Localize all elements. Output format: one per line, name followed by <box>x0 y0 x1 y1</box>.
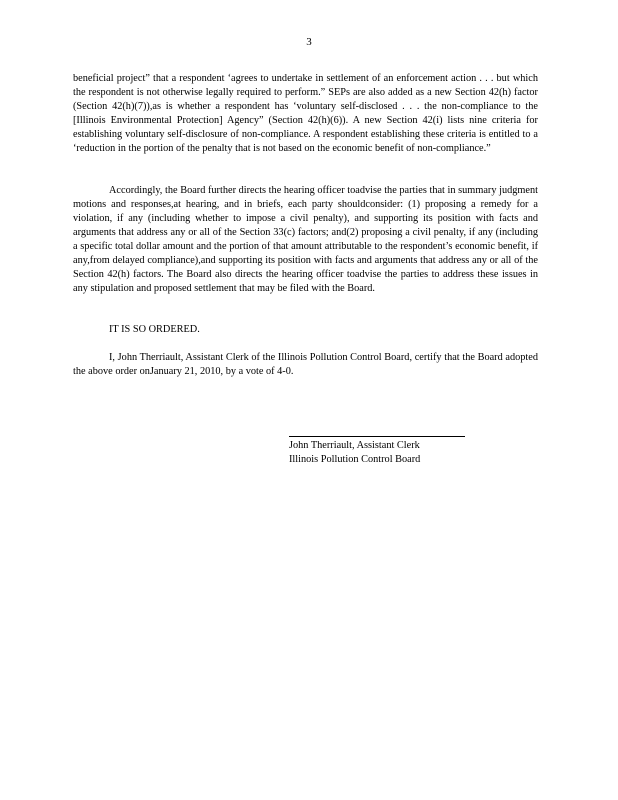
order-statement: IT IS SO ORDERED. <box>109 324 200 335</box>
signature-organization: Illinois Pollution Control Board <box>289 454 421 465</box>
paragraph-hearing-directions: Accordingly, the Board further directs the hearing officer toadvise the parties that in summary judgment motions and responses,at hearing, and in briefs, each party shouldconsider: (1) proposing a remedy for a violation, if any (including whether to impose a civil penalty), and supporting its position with facts and arguments that address any or all of the Section 33(c) factors; and(2) proposing a civil penalty, if any (including a specific total dollar amount and the portion of that amount attributable to the respondent’s economic benefit, if any,from delayed compliance),and supporting its position with facts and arguments that address any or all of the Section 42(h) factors. The Board also directs the hearing officer toadvise the parties to address these issues in any stipulation and proposed settlement that may be filed with the Board. <box>73 185 538 294</box>
page-number: 3 <box>306 36 312 48</box>
paragraph-sep-definition: beneficial project” that a respondent ‘agrees to undertake in settlement of an enforcement action . . . but which the respondent is not otherwise legally required to perform.” SEPs are also added as a new Section 42(h) factor (Section 42(h)(7)),as is whether a respondent has ‘voluntary self-disclosed . . . the non-compliance to the [Illinois Environmental Protection] Agency” (Section 42(h)(6)). A new Section 42(i) lists nine criteria for establishing voluntary self-disclosure of non-compliance. A respondent establishing these criteria is entitled to a ‘reduction in the portion of the penalty that is not based on the economic benefit of non-compliance.” <box>73 73 538 154</box>
signature-block <box>289 436 465 467</box>
signature-name: John Therriault, Assistant Clerk <box>289 440 420 451</box>
clerk-certification: I, John Therriault, Assistant Clerk of the Illinois Pollution Control Board, certify that the Board adopted the above order onJanuary 21, 2010, by a vote of 4-0. <box>73 352 538 377</box>
